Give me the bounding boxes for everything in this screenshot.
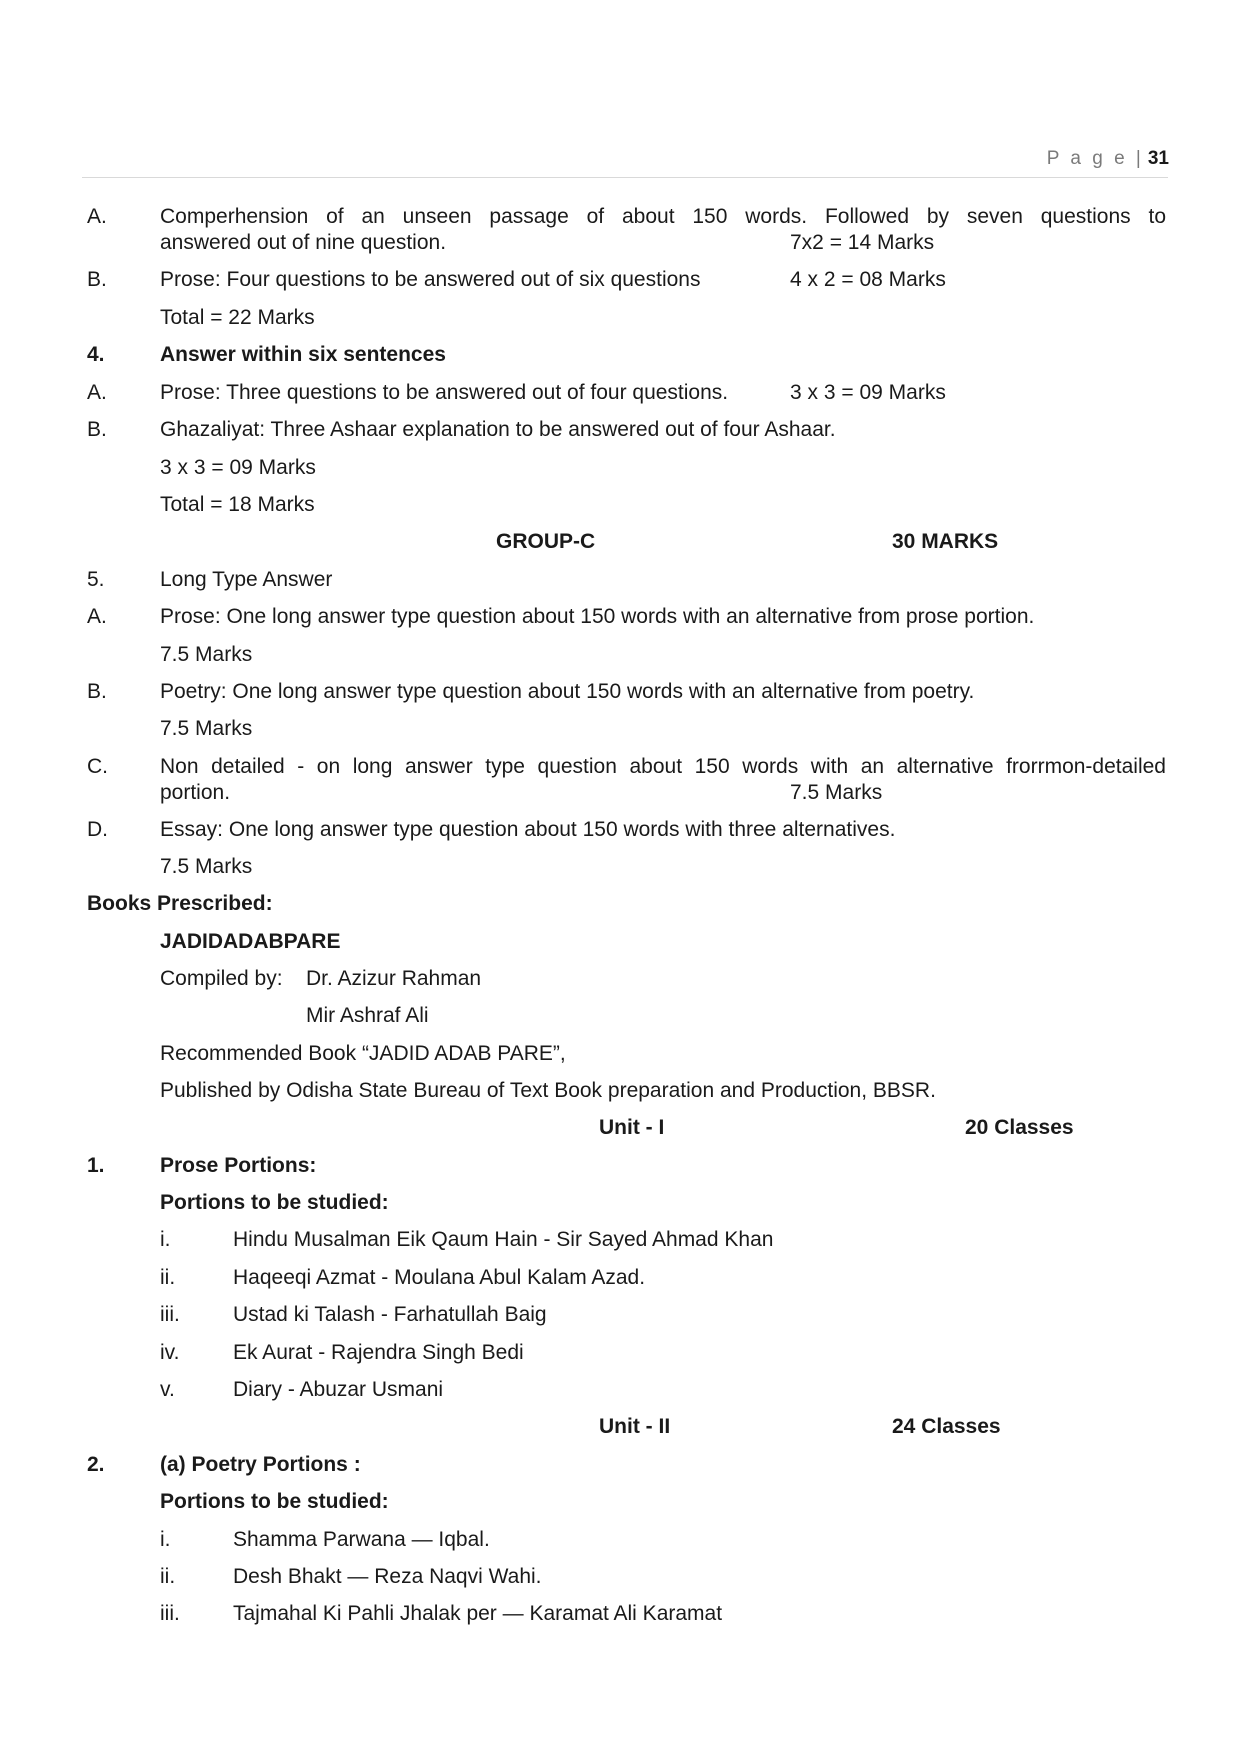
poetry-portions-heading: (a) Poetry Portions : (160, 1453, 361, 1476)
list-item: Ustad ki Talash - Farhatullah Baig (233, 1303, 547, 1326)
item-label: A. (87, 381, 107, 404)
item-label: B. (87, 418, 107, 441)
list-item: Shamma Parwana — Iqbal. (233, 1528, 490, 1551)
list-item: Desh Bhakt — Reza Naqvi Wahi. (233, 1565, 542, 1588)
list-item-number: iii. (160, 1602, 180, 1625)
compiled-by-label: Compiled by: (160, 967, 283, 990)
item-label: B. (87, 680, 107, 703)
marks: 7.5 Marks (790, 781, 883, 804)
compiler-name: Dr. Azizur Rahman (306, 967, 482, 990)
books-heading: Books Prescribed: (87, 892, 273, 915)
list-item-number: ii. (160, 1266, 176, 1289)
page-separator: | (1135, 148, 1144, 169)
header-divider (82, 177, 1168, 178)
list-item-number: i. (160, 1528, 171, 1551)
marks: 7.5 Marks (160, 717, 253, 740)
unit-title: Unit - I (599, 1116, 665, 1139)
ghazaliyat-text: Ghazaliyat: Three Ashaar explanation to be answered out of four Ashaar. (160, 418, 836, 441)
marks: 7.5 Marks (160, 855, 253, 878)
item-label: B. (87, 268, 107, 291)
marks: 7.5 Marks (160, 643, 253, 666)
page-number: 31 (1147, 148, 1169, 169)
unit-title: Unit - II (599, 1415, 671, 1438)
total-marks: Total = 18 Marks (160, 493, 315, 516)
list-item: Ek Aurat - Rajendra Singh Bedi (233, 1341, 524, 1364)
prose-text: Prose: Three questions to be answered out of four questions. (160, 381, 729, 404)
group-title: GROUP-C (496, 530, 596, 553)
item-label: D. (87, 818, 108, 841)
book-title: JADIDADABPARE (160, 930, 341, 953)
list-item-number: ii. (160, 1565, 176, 1588)
item-label: A. (87, 605, 107, 628)
unit-classes: 24 Classes (892, 1415, 1001, 1438)
comprehension-text-cont: answered out of nine question. (160, 231, 447, 254)
section-number: 1. (87, 1154, 105, 1177)
list-item: Diary - Abuzar Usmani (233, 1378, 444, 1401)
non-detailed-text-cont: portion. (160, 781, 231, 804)
total-marks: Total = 22 Marks (160, 306, 315, 329)
list-item: Haqeeqi Azmat - Moulana Abul Kalam Azad. (233, 1266, 646, 1289)
item-label: C. (87, 755, 108, 778)
item-label: A. (87, 205, 107, 228)
comprehension-text: Comperhension of an unseen passage of about 150 words. Followed by seven questions to (160, 205, 1166, 228)
list-item: Hindu Musalman Eik Qaum Hain - Sir Sayed Ahmad Khan (233, 1228, 774, 1251)
non-detailed-text: Non detailed - on long answer type question about 150 words with an alternative frorrmon-detailed (160, 755, 1166, 778)
group-marks: 30 MARKS (892, 530, 999, 553)
list-item: Tajmahal Ki Pahli Jhalak per — Karamat Ali Karamat (233, 1602, 723, 1625)
publisher: Published by Odisha State Bureau of Text Book preparation and Production, BBSR. (160, 1079, 936, 1102)
section-title: Long Type Answer (160, 568, 333, 591)
poetry-long-text: Poetry: One long answer type question about 150 words with an alternative from poetry. (160, 680, 975, 703)
prose-portions-heading: Prose Portions: (160, 1154, 317, 1177)
compiler-name: Mir Ashraf Ali (306, 1004, 429, 1027)
section-title: Answer within six sentences (160, 343, 446, 366)
prose-questions-text: Prose: Four questions to be answered out of six questions (160, 268, 701, 291)
portions-subheading: Portions to be studied: (160, 1490, 389, 1513)
marks: 7x2 = 14 Marks (790, 231, 935, 254)
recommended-book: Recommended Book “JADID ADAB PARE”, (160, 1042, 566, 1065)
page-header (1047, 148, 1169, 170)
marks: 3 x 3 = 09 Marks (160, 456, 316, 479)
marks: 4 x 2 = 08 Marks (790, 268, 946, 291)
prose-long-text: Prose: One long answer type question about 150 words with an alternative from prose portion. (160, 605, 1035, 628)
marks: 3 x 3 = 09 Marks (790, 381, 946, 404)
section-number: 4. (87, 343, 105, 366)
section-number: 2. (87, 1453, 105, 1476)
portions-subheading: Portions to be studied: (160, 1191, 389, 1214)
list-item-number: iii. (160, 1303, 180, 1326)
list-item-number: iv. (160, 1341, 180, 1364)
unit-classes: 20 Classes (965, 1116, 1074, 1139)
list-item-number: i. (160, 1228, 171, 1251)
list-item-number: v. (160, 1378, 175, 1401)
essay-text: Essay: One long answer type question about 150 words with three alternatives. (160, 818, 896, 841)
section-number: 5. (87, 568, 105, 591)
page-word: P a g e (1046, 148, 1128, 169)
